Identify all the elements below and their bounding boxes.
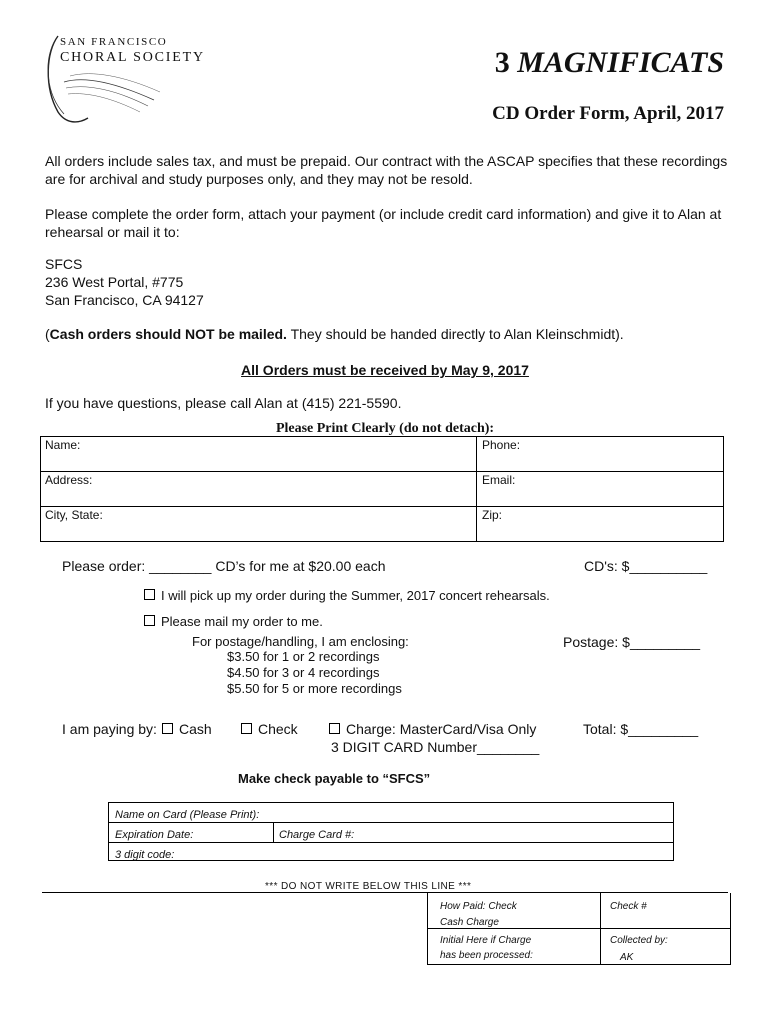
initial-label-1: Initial Here if Charge — [440, 935, 532, 946]
deadline-notice: All Orders must be received by May 9, 2017 — [241, 362, 529, 378]
table-row[interactable] — [41, 507, 723, 542]
charge-card-label: Charge Card #: — [279, 829, 355, 841]
cash-notice — [45, 325, 735, 343]
postage-rate-3: $5.50 for 5 or more recordings — [227, 681, 402, 696]
logo-text-line2: CHORAL SOCIETY — [60, 50, 205, 65]
zip-field-label: Zip: — [482, 508, 503, 522]
questions-line: If you have questions, please call Alan at (415) 221-5590. — [45, 395, 402, 411]
cds-total-field[interactable]: CD's: $__________ — [584, 558, 708, 574]
intro-paragraph-1: All orders include sales tax, and must be prepaid. Our contract with the ASCAP specifies that these recordings are for archival and study purposes only, and they may not be resold. — [45, 153, 728, 187]
title-number: 3 — [494, 46, 510, 79]
postage-rate-2: $4.50 for 3 or 4 recordings — [227, 665, 380, 680]
how-paid-label: How Paid: Check — [440, 901, 517, 912]
charge-option[interactable] — [329, 720, 536, 738]
city-state-field-label: City, State: — [45, 508, 103, 522]
cash-notice-rest: They should be handed directly to Alan Kleinschmidt). — [286, 326, 624, 342]
check-label: Check — [258, 721, 298, 737]
address-line-1: SFCS — [45, 256, 83, 272]
address-line-3: San Francisco, CA 94127 — [45, 292, 204, 308]
table-row[interactable] — [109, 843, 673, 863]
pickup-checkbox[interactable] — [144, 589, 155, 600]
postage-rate-1: $3.50 for 1 or 2 recordings — [227, 649, 380, 664]
postage-total-field[interactable]: Postage: $_________ — [563, 634, 701, 650]
cash-option[interactable] — [162, 720, 212, 738]
paying-by-label: I am paying by: — [62, 721, 157, 737]
contact-info-table — [40, 436, 724, 542]
cash-notice-bold: Cash orders should NOT be mailed. — [49, 326, 287, 342]
name-field-label: Name: — [45, 438, 81, 452]
postage-intro: For postage/handling, I am enclosing: — [192, 634, 409, 649]
total-field[interactable]: Total: $_________ — [583, 721, 699, 737]
charge-checkbox[interactable] — [329, 723, 340, 734]
table-row[interactable] — [41, 437, 723, 472]
expiration-date-label: Expiration Date: — [115, 829, 194, 841]
cash-checkbox[interactable] — [162, 723, 173, 734]
table-row[interactable] — [109, 803, 673, 823]
document-subtitle: CD Order Form, April, 2017 — [492, 103, 724, 124]
mail-label: Please mail my order to me. — [161, 614, 323, 629]
pickup-label: I will pick up my order during the Summer, 2017 concert rehearsals. — [161, 588, 550, 603]
phone-field-label: Phone: — [482, 438, 521, 452]
check-checkbox[interactable] — [241, 723, 252, 734]
do-not-write-notice: *** DO NOT WRITE BELOW THIS LINE *** — [265, 881, 472, 892]
cash-charge-label: Cash Charge — [440, 917, 499, 928]
collected-by-label: Collected by: — [610, 935, 668, 946]
postage-rates — [227, 649, 402, 697]
mailing-address — [45, 255, 735, 309]
office-use-table — [427, 893, 731, 965]
initial-label-2: has been processed: — [440, 950, 533, 961]
please-order-line: Please order: ________ CD’s for me at $20.00 each — [62, 558, 386, 574]
name-on-card-label: Name on Card (Please Print): — [115, 809, 260, 821]
cash-label: Cash — [179, 721, 212, 737]
collector-initials: AK — [620, 952, 634, 963]
address-field-label: Address: — [45, 473, 93, 487]
check-number-label: Check # — [610, 901, 647, 912]
address-line-2: 236 West Portal, #775 — [45, 274, 184, 290]
digit-code-label: 3 digit code: — [115, 849, 175, 861]
card-info-table — [108, 802, 674, 861]
email-field-label: Email: — [482, 473, 516, 487]
cash-notice-open: ( — [45, 326, 50, 342]
table-row[interactable] — [41, 472, 723, 507]
payable-note: Make check payable to “SFCS” — [238, 771, 431, 786]
pickup-option[interactable] — [144, 587, 550, 605]
table-row[interactable] — [109, 823, 673, 843]
charge-label: Charge: MasterCard/Visa Only — [346, 721, 537, 737]
mail-checkbox[interactable] — [144, 615, 155, 626]
title-word: MAGNIFICATS — [517, 46, 724, 79]
table-divider — [273, 823, 274, 842]
check-option[interactable] — [241, 720, 298, 738]
mail-option[interactable] — [144, 613, 323, 631]
intro-paragraph-2: Please complete the order form, attach your payment (or include credit card information) and give it to Alan at rehearsal or mail it to: — [45, 206, 722, 240]
logo-text-line1: SAN FRANCISCO — [60, 36, 168, 48]
print-clearly-heading: Please Print Clearly (do not detach): — [275, 421, 495, 436]
choral-society-logo — [44, 32, 219, 124]
card-digit-field[interactable]: 3 DIGIT CARD Number________ — [331, 739, 540, 755]
document-title — [495, 46, 724, 80]
